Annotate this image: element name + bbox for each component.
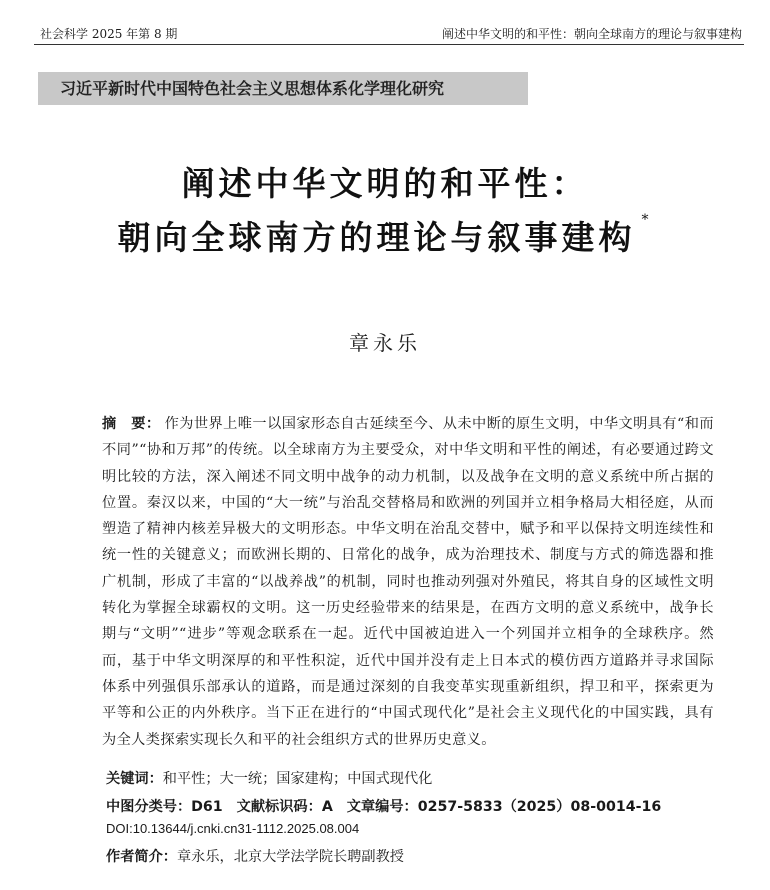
article-number-label: 文章编号：: [346, 799, 418, 815]
running-title: 阐述中华文明的和平性：朝向全球南方的理论与叙事建构: [441, 27, 742, 41]
keywords-label: 关键词：: [106, 771, 163, 787]
journal-issue: 社会科学 2025 年第 8 期: [40, 27, 178, 41]
classification-line: [106, 796, 661, 816]
keywords-value: 和平性；大一统；国家建构；中国式现代化: [162, 771, 433, 787]
column-banner: 习近平新时代中国特色社会主义思想体系化学理化研究: [38, 72, 528, 105]
article-title-line-1: [0, 158, 770, 205]
abstract: [102, 411, 714, 753]
running-header: [34, 24, 744, 45]
doc-code-value: A: [321, 799, 333, 815]
clc-label: 中图分类号：: [106, 799, 192, 815]
abstract-label: 摘 要：: [102, 416, 161, 432]
title-line-2-text: 朝向全球南方的理论与叙事建构: [117, 218, 636, 257]
doc-code-label: 文献标识码：: [236, 799, 322, 815]
author-intro-label: 作者简介：: [106, 849, 177, 865]
clc-value: D61: [191, 799, 223, 815]
article-number-value: 0257-5833（2025）08-0014-16: [417, 799, 662, 815]
title-footnote-mark: *: [641, 212, 653, 228]
author-intro: [106, 846, 404, 866]
author-intro-value: 章永乐，北京大学法学院长聘副教授: [176, 849, 404, 865]
article-title-line-2: [0, 212, 770, 259]
abstract-text: 作为世界上唯一以国家形态自古延续至今、从未中断的原生文明，中华文明具有“和而不同”“协和万邦”的传统。以全球南方为主要受众，对中华文明和平性的阐述，有必要通过跨文明比较的方法，深入阐述不同文明中战争的动力机制，以及战争在文明的意义系统中所占据的位置。秦汉以来，中国的“大一统”与治乱交替格局和欧洲的列国并立相争格局大相径庭，从而塑造了精神内核差异极大的文明形态。中华文明在治乱交替中，赋予和平以保持文明连续性和统一性的关键意义；而欧洲长期的、日常化的战争，成为治理技术、制度与方式的筛选器和推广机制，形成了丰富的“以战养战”的机制，同时也推动列强对外殖民，将其自身的区域性文明转化为掌握全球霸权的文明。这一历史经验带来的结果是，在西方文明的意义系统中，战争长期与“文明”“进步”等观念联系在一起。近代中国被迫进入一个列国并立相争的全球秩序。然而，基于中华文明深厚的和平性积淀，近代中国并没有走上日本式的模仿西方道路并寻求国际体系中列强俱乐部承认的道路，而是通过深刻的自我变革实现重新组织，捍卫和平，探索更为平等和公正的内外秩序。当下正在进行的“中国式现代化”是社会主义现代化的中国实践，具有为全人类探索实现长久和平的社会组织方式的世界历史意义。: [102, 416, 714, 748]
keywords: [106, 768, 432, 788]
title-line-1-text: 阐述中华文明的和平性：: [181, 164, 589, 203]
author-name: 章永乐: [349, 331, 421, 355]
doi: DOI:10.13644/j.cnki.cn31-1112.2025.08.004: [106, 821, 360, 836]
